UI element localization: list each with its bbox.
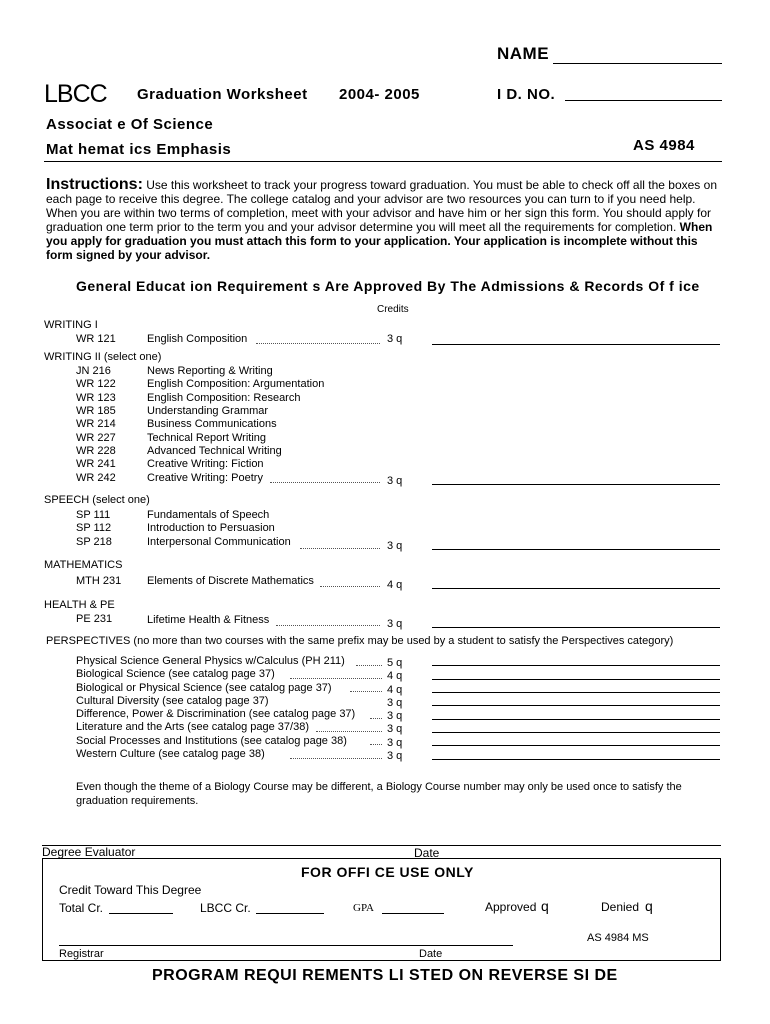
course-name: Creative Writing: Poetry [147,472,263,484]
course-code: WR 121 [76,333,116,345]
perspective-item: Social Processes and Institutions (see catalog page 38) [76,735,347,747]
perspective-item: Difference, Power & Discrimination (see catalog page 37) [76,708,356,720]
form-code: AS 4984 MS [587,932,649,944]
perspective-entry-line[interactable] [432,732,720,733]
gen-ed-heading: General Educat ion Requirement s Are Approved By The Admissions & Records Of f ice [76,278,700,294]
course-code: SP 218 [76,536,112,548]
speech-title: SPEECH (select one) [44,494,150,506]
course-name: News Reporting & Writing [147,365,273,377]
id-field[interactable] [565,100,722,101]
total-credits-field[interactable] [109,913,173,914]
course-name: Technical Report Writing [147,432,267,444]
course-name: English Composition [147,333,248,345]
perspective-entry-line[interactable] [432,705,720,706]
writing1-entry-line[interactable] [432,344,720,345]
instructions [46,178,722,262]
perspective-item: Biological or Physical Science (see catalog page 37) [76,682,332,694]
instructions-body: Use this worksheet to track your progress toward graduation. You must be able to check off all the boxes on each page to receive this degree. The college catalog and your advisor are two resources you can turn to if you need help. When you are within two terms of completion, meet with your advisor and have him or her sign this form. You should apply for graduation one term prior to the term you and your advisor determine you will meet all the requirements for completion. [46,178,717,234]
degree-title: Associat e Of Science [46,116,214,133]
perspective-item: Cultural Diversity (see catalog page 37) [76,695,269,707]
worksheet-year: 2004- 2005 [339,86,420,103]
perspective-item: Physical Science General Physics w/Calculus (PH 211) [76,655,345,667]
course-name: Advanced Technical Writing [147,445,282,457]
course-code: WR 241 [76,458,116,470]
course-code: WR 214 [76,418,116,430]
speech-entry-line[interactable] [432,549,720,550]
perspective-entry-line[interactable] [432,692,720,693]
degree-evaluator-label: Degree Evaluator [42,845,136,859]
course-code: WR 242 [76,472,116,484]
course-code: PE 231 [76,613,113,625]
leader-dots [290,678,382,679]
course-name: Business Communications [147,418,277,430]
leader-dots [320,586,380,587]
credit-checkbox[interactable]: 4 q [387,670,403,682]
leader-dots [370,744,382,745]
gpa-field[interactable] [382,913,444,914]
id-label: I D. NO. [497,86,556,103]
credit-checkbox[interactable]: 3 q [387,723,403,735]
leader-dots [316,731,382,732]
leader-dots [276,625,380,626]
evaluator-signature-line[interactable] [42,845,721,846]
perspective-entry-line[interactable] [432,759,720,760]
credit-checkbox[interactable]: 3 q [387,737,403,749]
course-code: WR 122 [76,378,116,390]
credit-checkbox[interactable]: 3 q [387,333,403,345]
credit-checkbox[interactable]: 3 q [387,697,403,709]
worksheet-title: Graduation Worksheet [137,86,308,103]
leader-dots [350,691,382,692]
perspective-item: Biological Science (see catalog page 37) [76,668,275,680]
leader-dots [370,718,382,719]
instructions-heading: Instructions: [46,176,143,193]
course-code: WR 228 [76,445,116,457]
perspectives-title: PERSPECTIVES (no more than two courses with the same prefix may be used by a student to satisfy the Perspectives category) [46,635,674,647]
course-name: Creative Writing: Fiction [147,458,264,470]
biology-note: Even though the theme of a Biology Course may be different, a Biology Course number may only be used once to satisfy the graduation requirements. [76,781,682,807]
name-field[interactable] [553,63,722,64]
degree-code: AS 4984 [633,137,695,154]
leader-dots [256,343,380,344]
course-name: Fundamentals of Speech [147,509,270,521]
course-name: Elements of Discrete Mathematics [147,575,314,587]
course-code: WR 185 [76,405,116,417]
leader-dots [300,548,380,549]
reverse-side-notice: PROGRAM REQUI REMENTS LI STED ON REVERSE SI DE [152,967,618,984]
lbcc-credits-field[interactable] [256,913,324,914]
approved-label: Approved [485,900,537,914]
denied-checkbox[interactable]: q [645,898,653,914]
credit-toward-degree-label: Credit Toward This Degree [59,883,202,897]
header-divider [44,161,722,162]
lbcc-logo: LBCC [44,80,107,108]
evaluator-date-label: Date [414,846,440,860]
course-code: JN 216 [76,365,111,377]
course-code: MTH 231 [76,575,122,587]
approved-checkbox[interactable]: q [541,898,549,914]
health-title: HEALTH & PE [44,599,115,611]
perspective-entry-line[interactable] [432,719,720,720]
registrar-label: Registrar [59,948,104,960]
course-name: Introduction to Persuasion [147,522,275,534]
credit-checkbox[interactable]: 3 q [387,475,403,487]
leader-dots [356,665,382,666]
leader-dots [290,758,382,759]
math-title: MATHEMATICS [44,559,123,571]
perspective-entry-line[interactable] [432,745,720,746]
course-name: English Composition: Research [147,392,301,404]
credit-checkbox[interactable]: 4 q [387,684,403,696]
credits-column-label: Credits [377,304,409,315]
credit-checkbox[interactable]: 3 q [387,540,403,552]
course-code: SP 111 [76,509,111,521]
registrar-signature-line[interactable] [59,945,513,946]
perspective-entry-line[interactable] [432,665,720,666]
leader-dots [270,482,380,483]
total-credits-label: Total Cr. [59,901,104,915]
credit-checkbox[interactable]: 3 q [387,750,403,762]
instructions-attach-note: When you apply for graduation you must attach this form to your application. Your application is incomplete without this form signed by your advisor. [46,220,713,262]
credit-checkbox[interactable]: 4 q [387,579,403,591]
course-code: SP 112 [76,522,112,534]
registrar-date-label: Date [419,948,443,960]
health-entry-line[interactable] [432,627,720,628]
credit-checkbox[interactable]: 3 q [387,618,403,630]
perspective-item: Western Culture (see catalog page 38) [76,748,265,760]
course-name: English Composition: Argumentation [147,378,325,390]
name-label: NAME [497,44,550,63]
gpa-label: GPA [353,902,374,914]
course-code: WR 227 [76,432,116,444]
degree-emphasis: Mat hemat ics Emphasis [46,141,232,158]
course-code: WR 123 [76,392,116,404]
course-name: Understanding Grammar [147,405,269,417]
denied-label: Denied [601,900,640,914]
course-name: Interpersonal Communication [147,536,291,548]
lbcc-credits-label: LBCC Cr. [200,901,251,915]
math-entry-line[interactable] [432,588,720,589]
perspective-entry-line[interactable] [432,679,720,680]
writing1-title: WRITING I [44,319,98,331]
perspective-item: Literature and the Arts (see catalog page 37/38) [76,721,309,733]
course-name: Lifetime Health & Fitness [147,614,270,626]
credit-checkbox[interactable]: 3 q [387,710,403,722]
writing2-entry-line[interactable] [432,484,720,485]
office-use-heading: FOR OFFI CE USE ONLY [301,864,474,880]
writing2-title: WRITING II (select one) [44,351,162,363]
credit-checkbox[interactable]: 5 q [387,657,403,669]
